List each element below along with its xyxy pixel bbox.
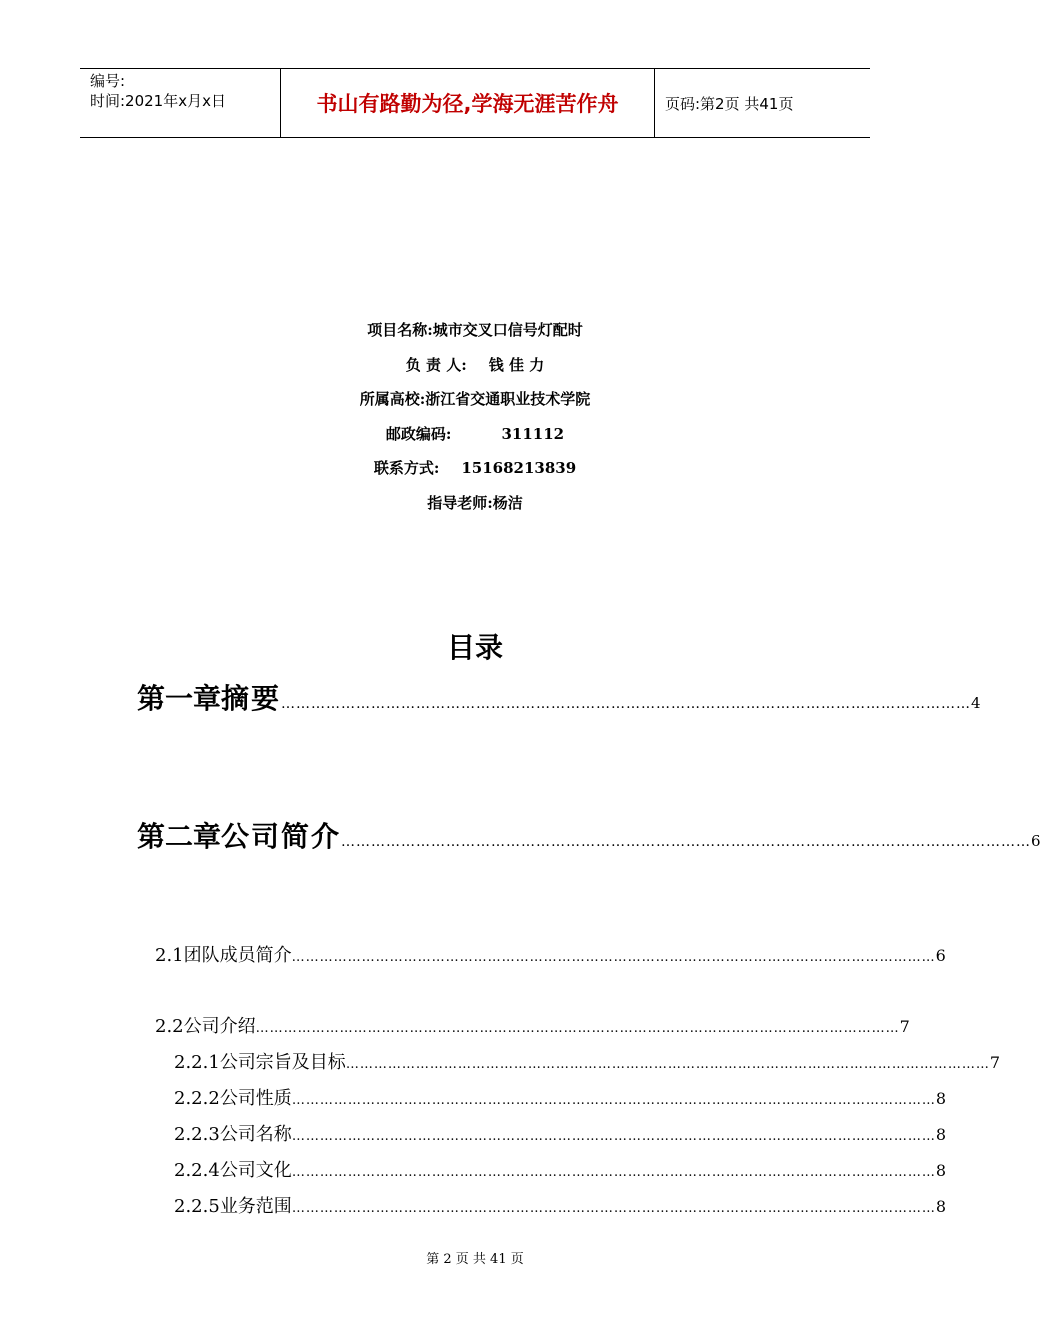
toc-chapter[interactable] [137,815,1041,855]
toc-leader: ………………………………………………………………………………………………………………………… [291,1201,936,1216]
toc-subsection-title: 业务范围 [219,1196,292,1217]
info-postcode: 邮政编码: 311112 [385,424,565,443]
toc-chapter-number: 第二章 [137,820,222,853]
toc-subsection-title: 公司宗旨及目标 [219,1052,346,1073]
date-label: 时间:2021年x月x日 [90,92,226,110]
toc-page-number: 6 [935,946,946,965]
toc-chapter-title: 公司简介 [221,820,342,853]
header-page-info: 页码:第2页 共41页 [665,94,794,113]
toc-leader: ………………………………………………………………………………………………………………………… [291,1093,936,1108]
header-meta [80,69,280,137]
toc-subsection-title: 公司文化 [219,1160,292,1181]
info-leader: 负 责 人: 钱 佳 力 [405,355,545,374]
toc-subsection-number: 2.2.3 [174,1124,220,1145]
toc-leader: ………………………………………………………………………………………………………………………… [291,1165,936,1180]
toc-page-number: 8 [935,1161,946,1180]
page-footer: 第 2 页 共 41 页 [426,1252,524,1267]
toc-page-number: 8 [935,1197,946,1216]
info-school: 所属高校:浙江省交通职业技术学院 [359,390,591,409]
toc-section-title: 公司介绍 [183,1016,256,1037]
toc-subsection[interactable] [174,1120,946,1146]
toc-subsection-title: 公司性质 [219,1088,292,1109]
toc-page-number: 4 [971,694,981,712]
toc-page-number: 8 [935,1125,946,1144]
toc-chapter[interactable] [137,677,981,717]
toc-subsection-title: 公司名称 [219,1124,292,1145]
toc-subsection-number: 2.2.5 [174,1196,220,1217]
toc-section[interactable] [155,1012,910,1038]
toc-subsection-number: 2.2.2 [174,1088,220,1109]
toc-section-number: 2.1 [155,945,184,966]
toc-subsection[interactable] [174,1048,1000,1074]
toc-page-number: 8 [935,1089,946,1108]
toc-leader: ………………………………………………………………………………………………………………………… [255,1021,900,1036]
toc-subsection-number: 2.2.1 [174,1052,220,1073]
toc-section[interactable] [155,941,946,967]
toc-section-title: 团队成员简介 [183,945,292,966]
info-project-name: 项目名称:城市交叉口信号灯配时 [367,321,583,339]
info-contact: 联系方式: 15168213839 [373,459,577,478]
page-header [80,68,870,138]
toc-page-number: 7 [899,1017,910,1036]
info-advisor: 指导老师:杨洁 [427,493,523,512]
toc-page-number: 6 [1031,832,1041,850]
project-info [0,316,950,524]
toc-leader: ………………………………………………………………………………………………………………………… [291,950,936,965]
toc-section-number: 2.2 [155,1016,184,1037]
toc-title: 目录 [446,631,503,664]
toc-subsection-number: 2.2.4 [174,1160,220,1181]
toc-chapter-title: 摘要 [221,682,282,715]
number-label: 编号: [90,72,126,90]
toc-page-number: 7 [989,1053,1000,1072]
toc-subsection[interactable] [174,1156,946,1182]
toc-leader: ………………………………………………………………………………………………………………………… [341,834,1032,850]
toc-subsection[interactable] [174,1192,946,1218]
header-motto: 书山有路勤为径,学海无涯苦作舟 [280,69,655,137]
toc-leader: ………………………………………………………………………………………………………………………… [291,1129,936,1144]
toc-leader: ………………………………………………………………………………………………………………………… [345,1057,990,1072]
toc-subsection[interactable] [174,1084,946,1110]
toc-leader: ………………………………………………………………………………………………………………………… [281,696,972,712]
toc-chapter-number: 第一章 [137,682,222,715]
